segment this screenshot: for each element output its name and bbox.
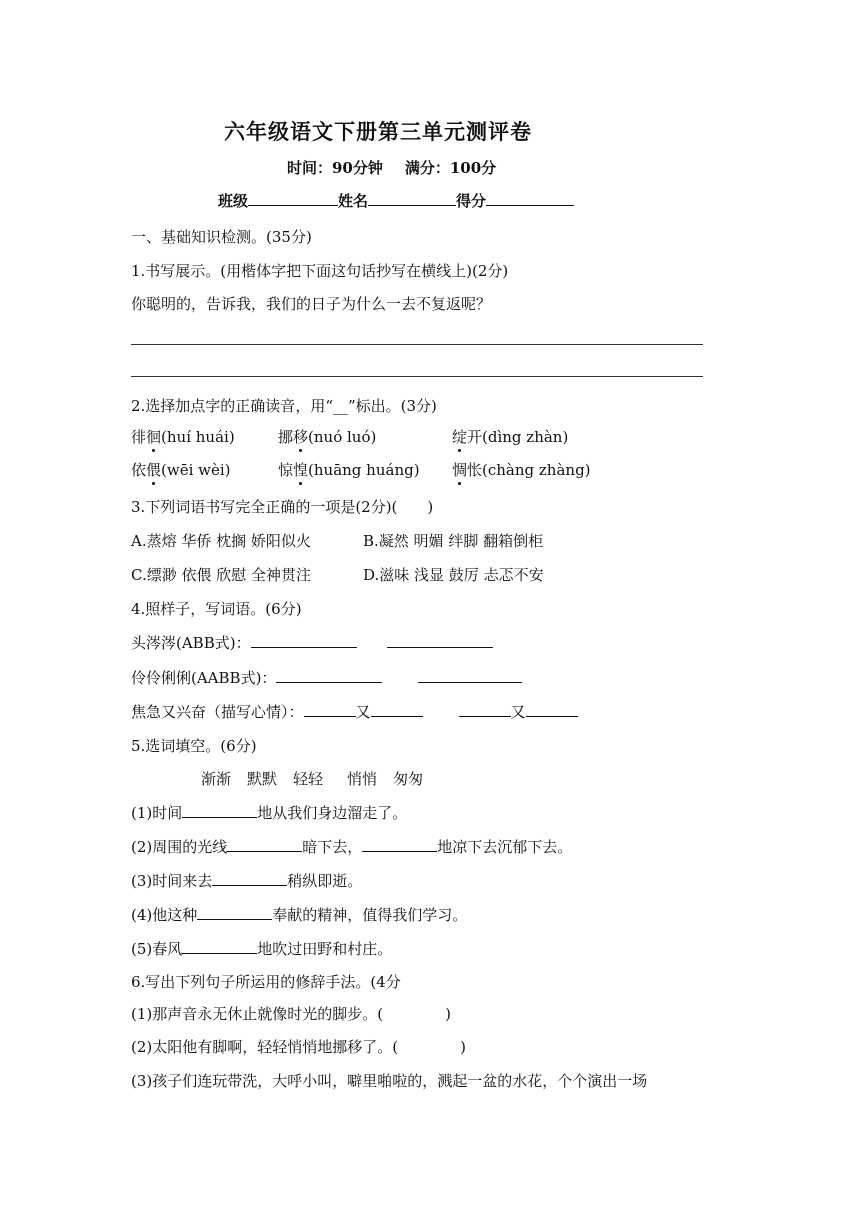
word-option: 匆匆	[393, 770, 424, 788]
blank[interactable]	[418, 668, 522, 683]
q6-sentence: (2)太阳他有脚啊，轻轻悄悄地挪移了。( )	[131, 1038, 466, 1056]
q5-sentence: (2)周围的光线 暗下去， 地凉下去沉郁下去。	[131, 838, 573, 856]
q2-item: 徘徊(huí huái)	[131, 428, 235, 446]
q1-answer-line-1[interactable]	[131, 344, 703, 345]
word-option: 渐渐	[201, 770, 232, 788]
q1-answer-line-2[interactable]	[131, 376, 703, 377]
q3-option-b[interactable]: B.凝然 明媚 绊脚 翻箱倒柜	[363, 532, 544, 550]
blank[interactable]	[182, 803, 257, 818]
q4-row-3: 焦急又兴奋（描写心情）： 又 又	[131, 701, 578, 722]
q3-option-a[interactable]: A.蒸熔 华侨 枕搁 娇阳似火	[131, 532, 311, 550]
section-heading: 一、基础知识检测。(35分)	[131, 228, 312, 246]
q6-stem: 6.写出下列句子所运用的修辞手法。(4分	[131, 973, 401, 991]
blank[interactable]	[276, 668, 382, 683]
q2-stem: 2.选择加点字的正确读音，用“__”标出。(3分)	[131, 397, 437, 415]
score-label: 得分	[456, 192, 487, 210]
q2-item: 惊惶(huāng huáng)	[278, 461, 420, 479]
q2-item: 依偎(wēi wèi)	[131, 461, 231, 479]
q4-row-1: 头涔涔(ABB式)：	[131, 632, 493, 653]
exam-meta	[287, 157, 496, 178]
q5-word-bank	[201, 768, 423, 789]
class-label: 班级	[218, 192, 249, 210]
class-field[interactable]	[248, 191, 338, 206]
q6-sentence: (3)孩子们连玩带洗，大呼小叫，噼里啪啦的，溅起一盆的水花，个个演出一场	[131, 1072, 648, 1090]
q4-stem: 4.照样子，写词语。(6分)	[131, 600, 302, 618]
blank[interactable]	[387, 633, 493, 648]
blank[interactable]	[227, 837, 302, 852]
blank[interactable]	[197, 905, 272, 920]
time-limit: 时间：90分钟	[287, 159, 383, 177]
blank[interactable]	[362, 837, 437, 852]
q5-stem: 5.选词填空。(6分)	[131, 737, 257, 755]
q2-item: 惆怅(chàng zhàng)	[452, 461, 591, 479]
q2-item: 挪移(nuó luó)	[278, 428, 377, 446]
score-field[interactable]	[486, 191, 574, 206]
q2-item: 绽开(dìng zhàn)	[452, 428, 569, 446]
q1-stem: 1.书写展示。(用楷体字把下面这句话抄写在横线上)(2分)	[131, 262, 509, 280]
q6-sentence: (1)那声音永无休止就像时光的脚步。( )	[131, 1005, 451, 1023]
q5-sentence: (5)春风 地吹过田野和村庄。	[131, 940, 393, 958]
word-option: 轻轻	[293, 770, 324, 788]
blank[interactable]	[459, 702, 511, 717]
blank[interactable]	[526, 702, 578, 717]
blank[interactable]	[251, 633, 357, 648]
student-fields	[218, 190, 574, 211]
q5-sentence: (1)时间 地从我们身边溜走了。	[131, 804, 408, 822]
blank[interactable]	[212, 871, 287, 886]
page-title: 六年级语文下册第三单元测评卷	[224, 119, 532, 144]
blank[interactable]	[371, 702, 423, 717]
q5-sentence: (3)时间来去 稍纵即逝。	[131, 872, 363, 890]
name-label: 姓名	[338, 192, 369, 210]
blank[interactable]	[182, 939, 257, 954]
blank[interactable]	[304, 702, 356, 717]
q5-sentence: (4)他这种 奉献的精神，值得我们学习。	[131, 906, 468, 924]
word-option: 默默	[247, 770, 278, 788]
full-score: 满分：100分	[404, 159, 497, 177]
q3-option-d[interactable]: D.滋味 浅显 鼓厉 忐忑不安	[363, 566, 544, 584]
q3-stem: 3.下列词语书写完全正确的一项是(2分)( )	[131, 498, 434, 516]
name-field[interactable]	[368, 191, 456, 206]
q1-sentence: 你聪明的，告诉我，我们的日子为什么一去不复返呢？	[131, 295, 492, 313]
q3-option-c[interactable]: C.缥渺 依偎 欣慰 全神贯注	[131, 566, 312, 584]
word-option: 悄悄	[347, 770, 378, 788]
q4-row-2: 伶伶俐俐(AABB式)：	[131, 667, 522, 688]
